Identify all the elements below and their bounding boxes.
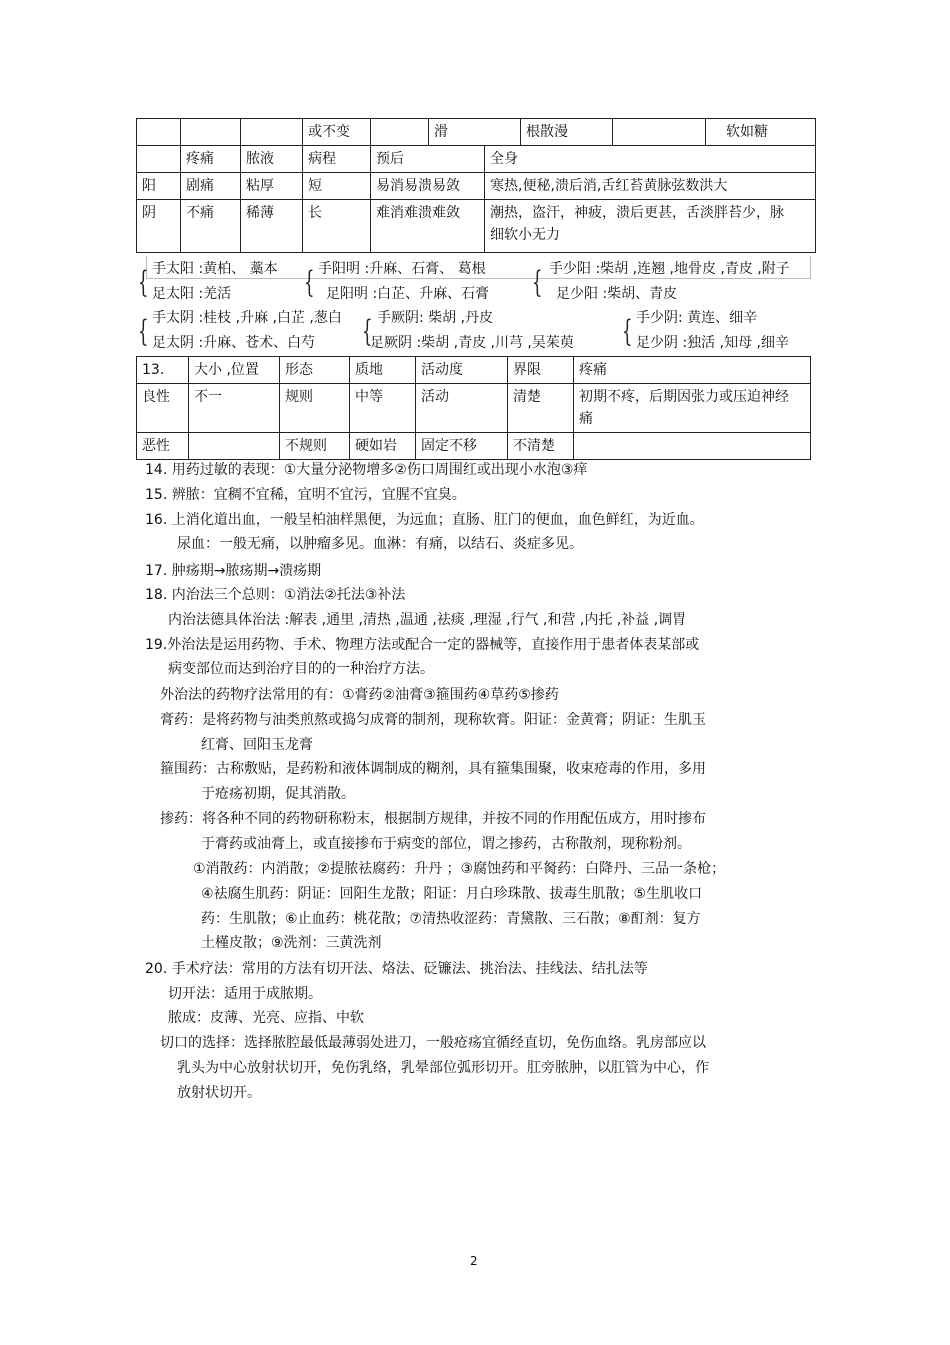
table-cell: 软如糖	[706, 119, 816, 146]
table-cell: 稀薄	[241, 200, 303, 253]
meridian-line: 手太阳 :黄柏、 藁本	[152, 261, 278, 277]
table-header-cell: 大小 ,位置	[189, 357, 280, 384]
table-header-cell: 质地	[350, 357, 416, 384]
text-line: 尿血：一般无痛，以肿瘤多见。血淋：有痛，以结石、炎症多见。	[177, 536, 583, 552]
text-line: 20. 手术疗法：常用的方法有切开法、烙法、砭镰法、挑治法、挂线法、结扎法等	[145, 961, 648, 977]
text-line: 外治法的药物疗法常用的有：①膏药②油膏③箍围药④草药⑤掺药	[160, 687, 559, 703]
meridian-line: 足少阳 :柴胡、青皮	[556, 286, 678, 302]
text-line: 于膏药或油膏上，或直接掺布于病变的部位，谓之掺药，古称散剂，现称粉剂。	[201, 836, 691, 852]
text-line: 药：生肌散；⑥止血药：桃花散；⑦清热收涩药：青黛散、三石散；⑧酊剂：复方	[201, 911, 701, 927]
table-cell: 难消难溃难敛	[371, 200, 485, 253]
table-cell: 阳	[137, 173, 181, 200]
table-cell: 恶性	[137, 433, 189, 460]
text-line: 病变部位而达到治疗目的的一种治疗方法。	[168, 661, 434, 677]
table-cell: 固定不移	[416, 433, 508, 460]
meridian-line: 足太阳 :羌活	[152, 286, 232, 302]
meridian-line: 手少阴: 黄连、细辛	[636, 310, 758, 326]
text-line: 内治法德具体治法 :解表 ,通里 ,清热 ,温通 ,祛痰 ,理湿 ,行气 ,和营 ,内托 ,补益 ,调胃	[168, 612, 687, 628]
table-cell: 初期不疼，后期因张力或压迫神经痛	[574, 384, 811, 433]
table-header-cell: 13.	[137, 357, 189, 384]
table-cell: 不痛	[181, 200, 241, 253]
table-header-cell: 脓液	[241, 146, 303, 173]
table-cell: 粘厚	[241, 173, 303, 200]
text-line: 14. 用药过敏的表现：①大量分泌物增多②伤口周围红或出现小水泡③痒	[145, 462, 588, 478]
text-line: 掺药：将各种不同的药物研称粉末，根据制方规律，并按不同的作用配伍成方，用时掺布	[160, 811, 706, 827]
text-line: 土槿皮散；⑨洗剂：三黄洗剂	[201, 935, 382, 951]
table-cell: 潮热，盗汗，神疲，溃后更甚，舌淡胖苔少，脉细软小无力	[485, 200, 816, 253]
table-cell: 不规则	[280, 433, 350, 460]
table-header-cell: 全身	[485, 146, 816, 173]
meridian-line: 足太阴 :升麻、苍术、白芍	[152, 335, 316, 351]
text-line: 18. 内治法三个总则：①消法②托法③补法	[145, 587, 406, 603]
text-line: 箍围药：古称敷贴，是药粉和液体调制成的糊剂，具有箍集围聚，收束疮毒的作用，多用	[160, 761, 706, 777]
meridian-line: 手阳明 :升麻、石膏、 葛根	[318, 261, 486, 277]
text-line: 膏药：是将药物与油类煎熬或捣匀成膏的制剂，现称软膏。阳证：金黄膏；阴证：生肌玉	[160, 712, 706, 728]
text-line: ④祛腐生肌药：阴证：回阳生龙散；阳证：月白珍珠散、拔毒生肌散；⑤生肌收口	[201, 886, 703, 902]
text-line: 19.外治法是运用药物、手术、物理方法或配合一定的器械等，直接作用于患者体表某部或	[145, 637, 700, 653]
text-line: 15. 辨脓：宜稠不宜稀，宜明不宜污，宜腥不宜臭。	[145, 487, 466, 503]
page-number: 2	[470, 1254, 478, 1268]
meridian-line: 手少阳 :柴胡 ,连翘 ,地骨皮 ,青皮 ,附子	[549, 261, 790, 277]
text-line: 脓成：皮薄、光亮、应指、中软	[168, 1010, 364, 1026]
left-brace-icon: {	[532, 265, 543, 300]
table-cell: 不一	[189, 384, 280, 433]
meridian-line: 手厥阴: 柴胡 ,丹皮	[377, 310, 494, 326]
table-cell: 清楚	[508, 384, 574, 433]
table-header-cell: 活动度	[416, 357, 508, 384]
table-cell: 活动	[416, 384, 508, 433]
table-cell: 寒热,便秘,溃后消,舌红苔黄脉弦数洪大	[485, 173, 816, 200]
text-line: 切开法：适用于成脓期。	[168, 986, 322, 1002]
text-line: 16. 上消化道出血，一般呈柏油样黑便，为远血；直肠、肛门的便血，血色鲜红，为近血。	[145, 512, 704, 528]
text-line: 切口的选择：选择脓腔最低最薄弱处进刀，一般疮疡宜循经直切，免伤血络。乳房部应以	[160, 1035, 706, 1051]
table-cell: 规则	[280, 384, 350, 433]
text-line: 红膏、回阳玉龙膏	[201, 737, 313, 753]
meridian-line: 足阳明 :白芷、升麻、石膏	[326, 286, 490, 302]
text-line: ①消散药：内消散；②提脓祛腐药：升丹 ；③腐蚀药和平胬药：白降丹、三品一条枪；	[193, 861, 726, 877]
table-header-cell: 形态	[280, 357, 350, 384]
table-cell: 硬如岩	[350, 433, 416, 460]
table-cell: 不清楚	[508, 433, 574, 460]
table-cell: 中等	[350, 384, 416, 433]
left-brace-icon: {	[362, 314, 373, 349]
table-header-cell: 疼痛	[181, 146, 241, 173]
text-line: 于疮疡初期，促其消散。	[201, 786, 355, 802]
meridian-line: 手太阴 :桂枝 ,升麻 ,白芷 ,葱白	[152, 310, 342, 326]
table-cell: 根散漫	[521, 119, 613, 146]
left-brace-icon: {	[622, 314, 633, 349]
table-cell: 阴	[137, 200, 181, 253]
table-header-cell: 疼痛	[574, 357, 811, 384]
meridian-line: 足厥阴 :柴胡 ,青皮 ,川芎 ,吴茱萸	[370, 335, 574, 351]
table-cell: 剧痛	[181, 173, 241, 200]
table-cell: 滑	[429, 119, 521, 146]
text-line: 乳头为中心放射状切开，免伤乳络，乳晕部位弧形切开。肛旁脓肿，以肛管为中心，作	[177, 1060, 709, 1076]
meridian-line: 足少阴 :独活 ,知母 ,细辛	[636, 335, 789, 351]
text-line: 17. 肿疡期→脓疡期→溃疡期	[145, 563, 322, 579]
table-header-cell: 预后	[371, 146, 485, 173]
left-brace-icon: {	[138, 314, 149, 349]
left-brace-icon: {	[304, 265, 315, 300]
table-cell: 短	[303, 173, 371, 200]
left-brace-icon: {	[138, 265, 149, 300]
table-cell: 良性	[137, 384, 189, 433]
table-cell: 或不变	[303, 119, 371, 146]
table-cell: 易消易溃易敛	[371, 173, 485, 200]
table-header-cell: 界限	[508, 357, 574, 384]
text-line: 放射状切开。	[177, 1085, 261, 1101]
table-cell: 长	[303, 200, 371, 253]
table-header-cell: 病程	[303, 146, 371, 173]
